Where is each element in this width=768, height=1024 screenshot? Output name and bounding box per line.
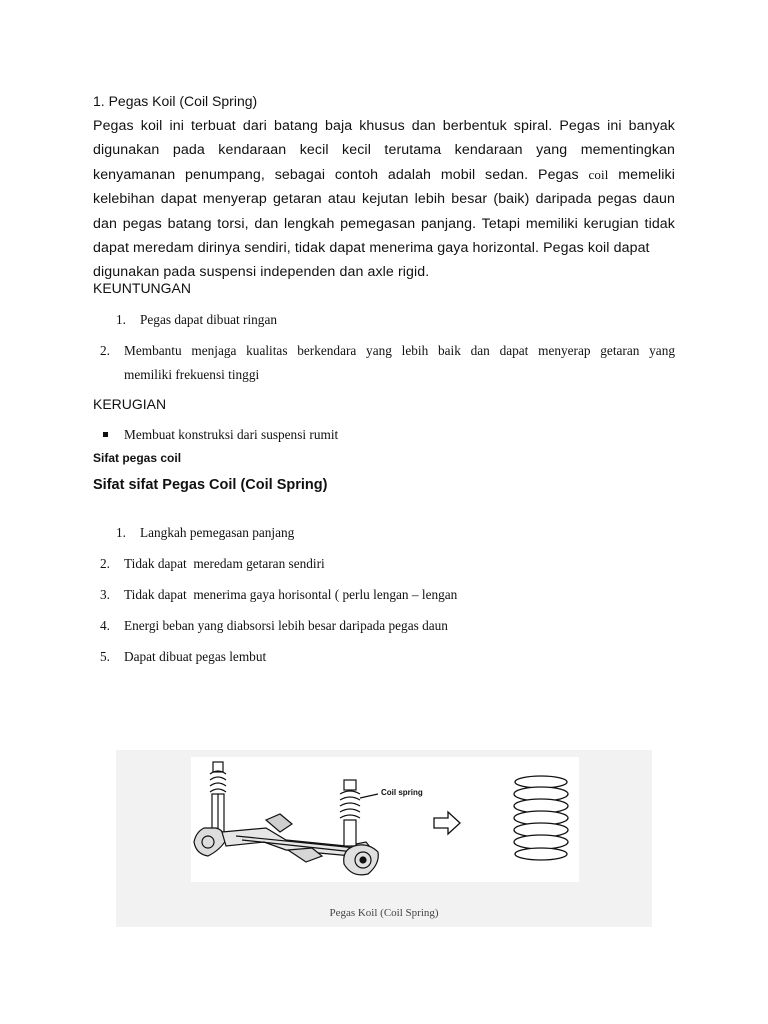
keuntungan-item-2-line1: Membantu menjaga kualitas berkendara yang lebih baik dan dapat menyerap getaran yang bbox=[124, 343, 675, 358]
intro-text-1: Pegas koil ini terbuat dari batang baja khusus dan berbentuk spiral. Pegas ini banyak digunakan pada kendaraan kecil kecil terutama kendaraan yang mementingkan kenyamanan penumpang, sebagai contoh adalah mobil sedan. Pegas bbox=[93, 118, 675, 183]
figure-caption: Pegas Koil (Coil Spring) bbox=[329, 907, 439, 919]
sifat-heading: Sifat sifat Pegas Coil (Coil Spring) bbox=[93, 477, 328, 493]
list-number: 4. bbox=[100, 618, 110, 633]
sifat-item-4: Energi beban yang diabsorsi lebih besar daripada pegas daun bbox=[124, 618, 448, 633]
sifat-small-heading: Sifat pegas coil bbox=[93, 451, 182, 465]
keuntungan-heading: KEUNTUNGAN bbox=[93, 280, 192, 296]
coil-spring-label: Coil spring bbox=[381, 788, 423, 797]
list-number: 1. bbox=[116, 312, 126, 327]
intro-coil-word: coil bbox=[588, 166, 609, 182]
suspension-illustration bbox=[116, 750, 652, 927]
list-number: 2. bbox=[100, 556, 110, 571]
section-title: 1. Pegas Koil (Coil Spring) bbox=[93, 93, 258, 109]
intro-text-last: digunakan pada suspensi independen dan axle rigid. bbox=[93, 264, 430, 281]
list-number: 2. bbox=[100, 343, 110, 358]
coil-spring-drawing bbox=[514, 776, 568, 860]
sifat-item-1: Langkah pemegasan panjang bbox=[140, 525, 295, 540]
bullet-icon bbox=[103, 432, 108, 437]
intro-paragraph bbox=[93, 114, 675, 285]
kerugian-heading: KERUGIAN bbox=[93, 396, 167, 412]
kerugian-item-1: Membuat konstruksi dari suspensi rumit bbox=[124, 427, 339, 442]
sifat-item-5: Dapat dibuat pegas lembut bbox=[124, 649, 267, 664]
coil-spring-figure bbox=[116, 750, 652, 927]
keuntungan-item-2-line2: memiliki frekuensi tinggi bbox=[124, 367, 260, 382]
sifat-item-2: Tidak dapat meredam getaran sendiri bbox=[124, 556, 325, 571]
keuntungan-item-1: Pegas dapat dibuat ringan bbox=[140, 312, 277, 327]
list-number: 3. bbox=[100, 587, 110, 602]
intro-text-2: memeliki kelebihan dapat menyerap getaran atau kejutan lebih besar (baik) daripada pegas daun dan pegas batang torsi, dan lengkah pemegasan panjang. Tetapi memiliki kerugian tidak dapat meredam dirinya sendiri, tidak dapat menerima gaya horizontal. Pegas koil dapat bbox=[93, 166, 676, 257]
list-number: 1. bbox=[116, 525, 126, 540]
sifat-item-3: Tidak dapat menerima gaya horisontal ( perlu lengan – lengan bbox=[124, 587, 458, 602]
list-number: 5. bbox=[100, 649, 110, 664]
